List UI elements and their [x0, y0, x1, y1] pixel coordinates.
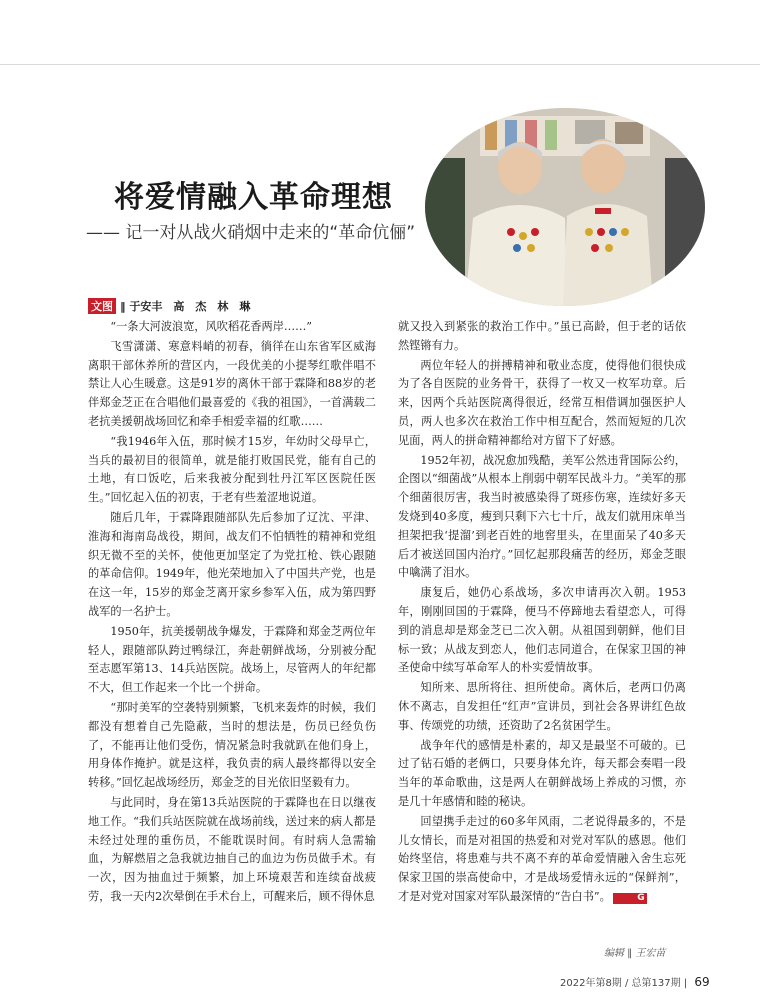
article-title: 将爱情融入革命理想 — [114, 180, 393, 215]
paragraph: 就又投入到紧张的救治工作中。”虽已高龄，但于老的话依然铿锵有力。 — [398, 320, 686, 352]
paragraph-final — [398, 813, 686, 907]
page-number: 69 — [694, 975, 710, 989]
paragraph: 战争年代的感情是朴素的，却又是最坚不可破的。已过了钻石婚的老俩口，只要身体允许，每天都会奏唱一段当年的革命歌曲，这是两人在朝鲜战场上养成的习惯，亦是几十年感情和睦的秘诀。 — [398, 738, 686, 808]
paragraph: “一条大河波浪宽，风吹稻花香两岸……” — [110, 320, 313, 333]
paragraph: 知所来、思所将往、担所使命。离休后，老两口仍离休不离志，自发担任“红声”宣讲员，到社会各界讲红色故事、传颂党的功绩，还资助了2名贫困学生。 — [398, 681, 686, 732]
footer-separator: | — [683, 978, 688, 989]
end-mark: G — [613, 893, 647, 904]
body-column-left — [88, 318, 376, 908]
paragraph: 飞雪潇潇、寒意料峭的初春，徜徉在山东省军区威海离职干部休养所的营区内，一段优美的小提琴红歌伴唱不禁让人心生暖意。这是91岁的离休干部于霖降和88岁的老伴郑金芝正在合唱他们最喜爱的《我的祖国》，一首满载二老抗美援朝战场回忆和牵手相爱幸福的红歌…… — [88, 339, 376, 428]
paragraph: 两位年轻人的拼搏精神和敬业态度，使得他们很快成为了各自医院的业务骨干，获得了一枚又一枚军功章。后来，因两个兵站医院离得很近，经常互相借调加强医护人员，两人也多次在救治工作中相互配合，然而短短的几次见面，两人的拼命精神都给对方留下了好感。 — [398, 358, 686, 447]
paragraph: 随后几年，于霖降跟随部队先后参加了辽沈、平津、淮海和海南岛战役，期间，战友们不怕牺牲的精神和党组织无微不至的关怀，使他更加坚定了为党扛枪、铁心跟随的革命信仰。1949年，他光荣地加入了中国共产党，也是在这一年，15岁的郑金芝离开家乡参军入伍，成为第四野战军的一名护士。 — [88, 510, 376, 618]
header-rule — [0, 64, 760, 65]
byline — [88, 298, 250, 314]
paragraph: 1950年，抗美援朝战争爆发，于霖降和郑金芝两位年轻人，跟随部队跨过鸭绿江，奔赴朝鲜战场，分别被分配至志愿军第13、14兵站医院。战场上，尽管两人的年纪都不大，但工作起来一个比一个拼命。 — [88, 624, 376, 695]
byline-tag: 文图 — [88, 298, 116, 314]
editor-credit: 编辑 ‖ 王宏苗 — [604, 948, 666, 959]
paragraph-final-text: 回望携手走过的60多年风雨，二老说得最多的，不是儿女情长，而是对祖国的热爱和对党对军队的感恩。他们始终坚信，将患难与共不离不弃的革命爱情融入舍生忘死保家卫国的崇高使命中，才是战场爱情永远的“保鲜剂”，才是对党对国家对军队最深情的“告白书”。 — [398, 814, 686, 903]
byline-authors: ‖ 于安丰 高 杰 林 琳 — [120, 300, 251, 313]
paragraph: “我1946年入伍，那时候才15岁，年幼时父母早亡，当兵的最初目的很简单，就是能打败国民党，能有自己的土地，有口饭吃，后来我被分配到牡丹江军区医院任医生。”回忆起入伍的初衷，于老有些羞涩地说道。 — [88, 434, 376, 505]
paragraph: 1952年初，战况愈加残酷，美军公然违背国际公约，企图以“细菌战”从根本上削弱中朝军民战斗力。“美军的那个细菌很厉害，我当时被感染得了斑疹伤寒，连续好多天发烧到40多度，瘦到只剩下六七十斤，战友们就用床单当担架把我‘提溜’到老百姓的地窖里头，在里面呆了40多天后才被送回国内治疗。”回忆起那段痛苦的经历，郑金芝眼中噙满了泪水。 — [398, 453, 686, 580]
paragraph: “那时美军的空袭特别频繁，飞机来轰炸的时候，我们都没有想着自己先隐蔽，当时的想法是，伤员已经负伤了，不能再让他们受伤，情况紧急时我就趴在他们身上，用身体作掩护。就是这样，我负责的病人最终都得以安全转移。”回忆起战场经历，郑金芝的目光依旧坚毅有力。 — [88, 700, 376, 790]
couple-photo — [425, 108, 705, 306]
couple-photo-illustration — [425, 108, 705, 306]
issue-info: 2022年第8期 / 总第137期 — [560, 978, 681, 989]
page-footer — [560, 974, 710, 989]
paragraph: 康复后，她仍心系战场，多次申请再次入朝。1953年，刚刚回国的于霖降，便马不停蹄地去看望恋人，可得到的消息却是郑金芝已二次入朝。从祖国到朝鲜，他们目标一致；从战友到恋人，他们志同道合，在保家卫国的神圣使命中续写革命军人的朴实爱情故事。 — [398, 586, 686, 675]
body-column-right — [398, 318, 686, 908]
paragraph: 与此同时，身在第13兵站医院的于霖降也在日以继夜地工作。“我们兵站医院就在战场前线，送过来的病人都是未经过处理的重伤员，不能耽误时间。有时病人急需输血，为解燃眉之急我就边抽自己的血边为伤员做手术。有一次，因为抽血过于频繁，加上环境艰苦和连续奋战疲劳，我一天内2次晕倒在手术台上，可醒来后，顾不得休息 — [88, 795, 376, 903]
article-subtitle: —— 记一对从战火硝烟中走来的“革命伉俪” — [86, 223, 416, 243]
